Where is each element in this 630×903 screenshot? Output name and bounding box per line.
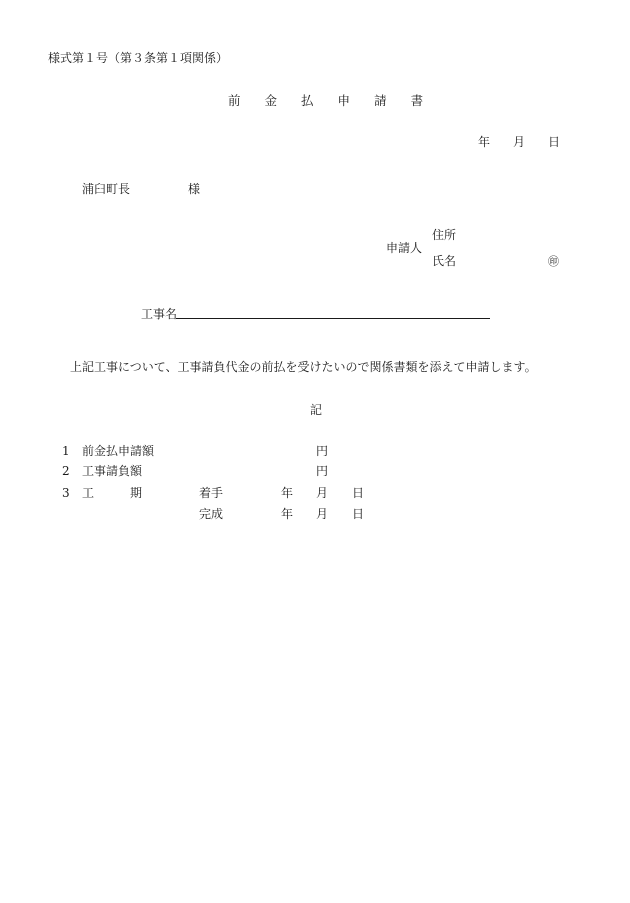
- start-day-label: 日: [352, 486, 365, 500]
- date-month-label: 月: [513, 135, 526, 149]
- title-char: 金: [264, 93, 278, 108]
- form-number: 様式第１号（第３条第１項関係）: [48, 51, 229, 65]
- yen-unit: 円: [316, 464, 329, 478]
- date-year-label: 年: [478, 135, 491, 149]
- item-number: 2: [62, 464, 70, 478]
- ki-heading: 記: [310, 403, 323, 417]
- item-number: 3: [62, 486, 70, 500]
- completion-year-label: 年: [281, 507, 294, 521]
- construction-period-label-part: 期: [130, 486, 143, 500]
- application-statement: 上記工事について、工事請負代金の前払を受けたいので関係書類を添えて申請します。: [70, 360, 537, 374]
- start-label: 着手: [199, 486, 224, 500]
- applicant-name-label: 氏名: [432, 254, 457, 268]
- date-day-label: 日: [548, 135, 561, 149]
- completion-day-label: 日: [352, 507, 365, 521]
- completion-month-label: 月: [316, 507, 329, 521]
- seal-mark: ㊞: [548, 255, 559, 268]
- work-name-label: 工事名: [141, 307, 178, 321]
- start-month-label: 月: [316, 486, 329, 500]
- contract-amount-label: 工事請負額: [82, 464, 143, 478]
- title-char: 書: [410, 93, 424, 108]
- completion-label: 完成: [199, 507, 224, 521]
- document-title: [228, 95, 423, 108]
- title-char: 申: [337, 93, 351, 108]
- start-year-label: 年: [281, 486, 294, 500]
- advance-payment-amount-label: 前金払申請額: [82, 444, 155, 458]
- title-char: 払: [301, 93, 314, 108]
- addressee-honorific: 様: [188, 182, 201, 196]
- applicant-address-label: 住所: [432, 228, 457, 242]
- applicant-label: 申請人: [386, 241, 423, 255]
- construction-period-label-part: 工: [82, 486, 95, 500]
- item-number: 1: [62, 444, 70, 458]
- yen-unit: 円: [316, 444, 329, 458]
- title-char: 前: [228, 93, 241, 108]
- addressee-name: 浦臼町長: [82, 182, 131, 196]
- title-char: 請: [374, 93, 387, 108]
- work-name-underline: [176, 318, 490, 319]
